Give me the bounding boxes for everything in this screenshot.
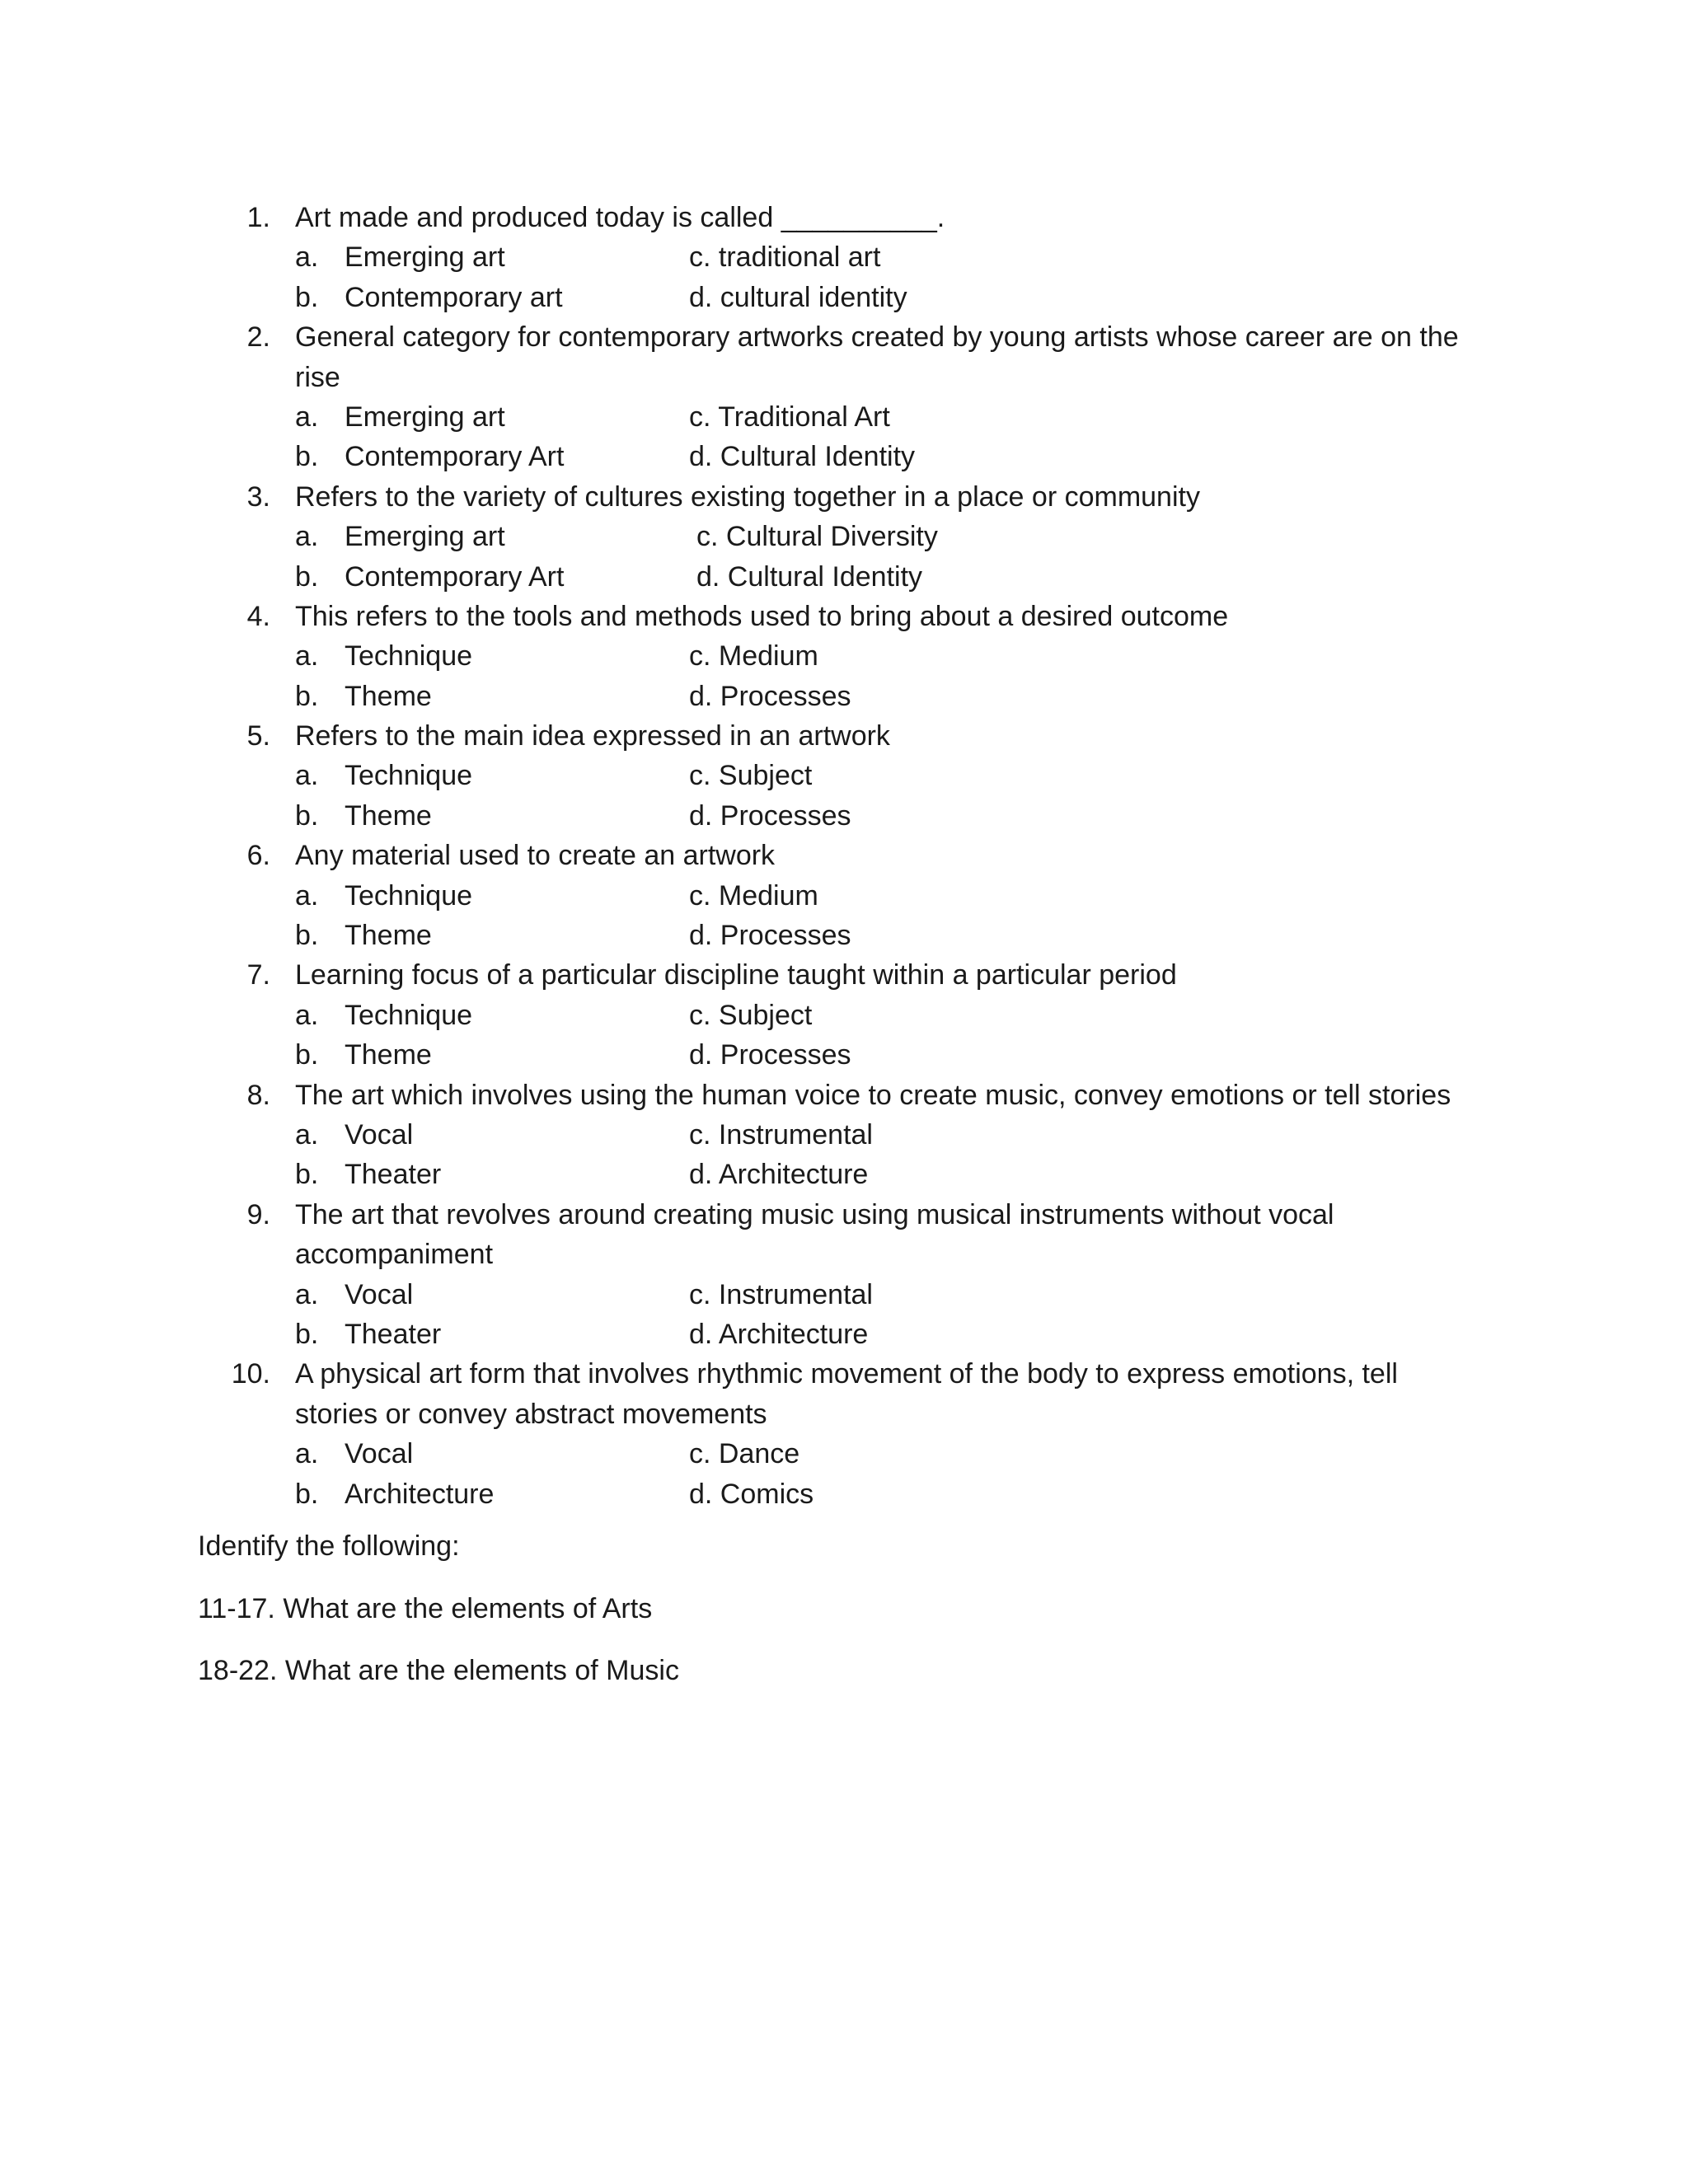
option-letter: a. [295, 401, 319, 433]
option-letter: a. [295, 1278, 319, 1310]
question-5 [0, 716, 1688, 756]
option-d: d. Processes [689, 680, 851, 712]
option-row [0, 1474, 1688, 1514]
option-row [0, 996, 1688, 1035]
option-letter: b. [295, 560, 319, 593]
option-c: c. Subject [689, 999, 813, 1031]
question-number: 3. [246, 480, 270, 513]
option-c: c. Subject [689, 760, 813, 792]
option-c: c. Dance [689, 1438, 800, 1470]
option-b: Theme [345, 680, 432, 712]
option-a: Vocal [345, 1438, 414, 1470]
question-text: A physical art form that involves rhythmic movement of the body to express emotions, tell [295, 1358, 1398, 1390]
question-9 [0, 1195, 1688, 1235]
option-row [0, 756, 1688, 795]
option-d: d. cultural identity [689, 281, 907, 313]
question-4 [0, 597, 1688, 636]
option-row [0, 1115, 1688, 1155]
option-letter: a. [295, 760, 319, 792]
option-a: Technique [345, 999, 473, 1031]
option-letter: b. [295, 680, 319, 712]
option-row [0, 557, 1688, 597]
option-d: d. Cultural Identity [689, 441, 916, 473]
identify-heading: Identify the following: [198, 1530, 460, 1562]
option-d: d. Processes [689, 1039, 851, 1071]
option-row [0, 437, 1688, 476]
question-10-continuation [0, 1394, 1688, 1434]
question-7 [0, 955, 1688, 995]
option-a: Technique [345, 879, 473, 912]
option-row [0, 517, 1688, 556]
option-letter: b. [295, 799, 319, 832]
question-text: Learning focus of a particular discipline taught within a particular period [295, 959, 1177, 991]
question-2 [0, 317, 1688, 357]
question-text: Refers to the main idea expressed in an artwork [295, 720, 890, 752]
option-c: c. Instrumental [689, 1278, 873, 1310]
option-letter: b. [295, 281, 319, 313]
identify-item-arts: 11-17. What are the elements of Arts [198, 1593, 653, 1624]
question-6 [0, 836, 1688, 875]
question-text: This refers to the tools and methods used to bring about a desired outcome [295, 600, 1229, 632]
option-d: d. Comics [689, 1478, 814, 1510]
option-letter: a. [295, 640, 319, 673]
question-text: rise [295, 361, 340, 393]
identify-item-music: 18-22. What are the elements of Music [198, 1655, 679, 1686]
question-text: Refers to the variety of cultures existing together in a place or community [295, 480, 1200, 513]
option-letter: a. [295, 1118, 319, 1151]
option-a: Technique [345, 640, 473, 673]
option-row [0, 1155, 1688, 1194]
option-letter: b. [295, 1039, 319, 1071]
question-number: 4. [246, 600, 270, 632]
option-row [0, 1275, 1688, 1315]
option-d: d. Processes [689, 799, 851, 832]
option-d: d. Architecture [689, 1159, 869, 1191]
option-d: d. Cultural Identity [696, 560, 923, 593]
question-2-continuation [0, 358, 1688, 397]
question-number: 8. [246, 1079, 270, 1111]
option-d: d. Processes [689, 920, 851, 952]
option-row [0, 916, 1688, 955]
option-letter: a. [295, 1438, 319, 1470]
question-3 [0, 477, 1688, 517]
option-row [0, 876, 1688, 916]
question-number: 2. [246, 321, 270, 354]
option-b: Theme [345, 920, 432, 952]
option-a: Vocal [345, 1118, 414, 1151]
option-letter: a. [295, 241, 319, 274]
option-row [0, 1434, 1688, 1474]
question-8 [0, 1076, 1688, 1115]
option-row [0, 397, 1688, 437]
question-text: The art which involves using the human voice to create music, convey emotions or tell stories [295, 1079, 1451, 1111]
option-letter: b. [295, 920, 319, 952]
option-row [0, 636, 1688, 676]
option-row [0, 278, 1688, 317]
option-b: Theme [345, 1039, 432, 1071]
question-text: General category for contemporary artworks created by young artists whose career are on the [295, 321, 1459, 354]
question-number: 5. [246, 720, 270, 752]
option-letter: b. [295, 1478, 319, 1510]
question-text: Any material used to create an artwork [295, 840, 776, 872]
question-number: 1. [246, 202, 270, 233]
option-c: c. Cultural Diversity [696, 521, 938, 553]
option-b: Theater [345, 1159, 442, 1191]
question-number: 7. [246, 959, 270, 991]
question-9-continuation [0, 1235, 1688, 1274]
multiple-choice-quiz [0, 198, 1688, 1514]
option-b: Contemporary Art [345, 560, 565, 593]
option-a: Vocal [345, 1278, 414, 1310]
option-b: Contemporary Art [345, 441, 565, 473]
option-c: c. traditional art [689, 241, 881, 274]
question-text: accompaniment [295, 1239, 494, 1271]
option-a: Technique [345, 760, 473, 792]
option-letter: b. [295, 1318, 319, 1350]
question-10 [0, 1354, 1688, 1394]
question-number: 9. [246, 1198, 270, 1230]
option-letter: a. [295, 879, 319, 912]
option-b: Theme [345, 799, 432, 832]
option-b: Theater [345, 1318, 442, 1350]
option-row [0, 1035, 1688, 1075]
option-letter: b. [295, 441, 319, 473]
option-row [0, 796, 1688, 836]
question-text: Art made and produced today is called __________. [295, 202, 945, 233]
option-letter: a. [295, 999, 319, 1031]
question-number: 10. [231, 1358, 270, 1390]
option-b: Architecture [345, 1478, 495, 1510]
option-row [0, 237, 1688, 277]
question-text: The art that revolves around creating music using musical instruments without vocal [295, 1198, 1334, 1230]
question-1 [0, 198, 1688, 237]
question-number: 6. [246, 840, 270, 872]
option-c: c. Traditional Art [689, 401, 890, 433]
question-text: stories or convey abstract movements [295, 1398, 767, 1430]
option-c: c. Medium [689, 879, 818, 912]
option-letter: b. [295, 1159, 319, 1191]
option-a: Emerging art [345, 521, 505, 553]
option-row [0, 677, 1688, 716]
option-c: c. Medium [689, 640, 818, 673]
option-a: Emerging art [345, 401, 505, 433]
option-b: Contemporary art [345, 281, 563, 313]
option-a: Emerging art [345, 241, 505, 274]
option-d: d. Architecture [689, 1318, 869, 1350]
option-row [0, 1315, 1688, 1354]
option-c: c. Instrumental [689, 1118, 873, 1151]
option-letter: a. [295, 521, 319, 553]
